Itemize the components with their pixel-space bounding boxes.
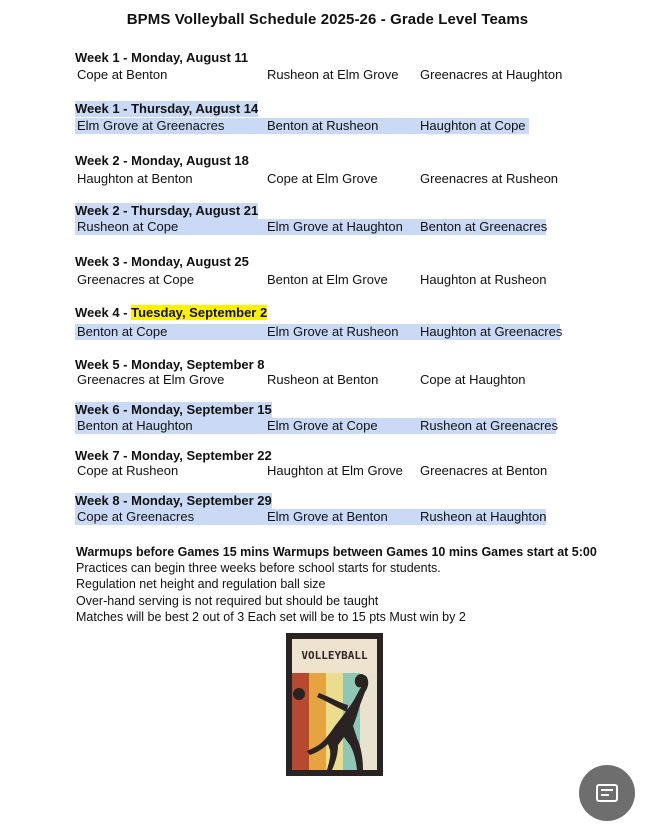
- game-cell: Rusheon at Benton: [267, 372, 379, 387]
- game-row: [75, 324, 563, 340]
- game-cell: Elm Grove at Benton: [267, 509, 388, 524]
- game-cell: Benton at Haughton: [77, 418, 193, 433]
- week-heading: Week 5 - Monday, September 8: [75, 357, 265, 372]
- game-row: [75, 272, 555, 288]
- week-heading: Week 2 - Thursday, August 21: [75, 203, 259, 218]
- game-row: [75, 171, 559, 187]
- week-heading: Week 1 - Monday, August 11: [75, 50, 249, 65]
- game-cell: Elm Grove at Cope: [267, 418, 378, 433]
- week-heading: [75, 305, 267, 321]
- week-heading: Week 2 - Monday, August 18: [75, 153, 249, 168]
- page-action-button[interactable]: [579, 765, 635, 821]
- game-cell: Cope at Elm Grove: [267, 171, 378, 186]
- volleyball-player-illustration: [286, 633, 383, 776]
- game-cell: Rusheon at Cope: [77, 219, 179, 234]
- game-row: [75, 463, 555, 479]
- serving-note: Over-hand serving is not required but should be taught: [76, 594, 379, 608]
- game-row: [75, 418, 559, 434]
- game-cell: Greenacres at Rusheon: [420, 171, 559, 186]
- game-cell: Elm Grove at Rusheon: [267, 324, 399, 339]
- game-cell: Rusheon at Greenacres: [420, 418, 559, 433]
- warmups-note: Warmups before Games 15 mins Warmups between Games 10 mins Games start at 5:00: [76, 545, 597, 559]
- poster-title: VOLLEYBALL: [301, 649, 368, 662]
- game-cell: Haughton at Elm Grove: [267, 463, 403, 478]
- game-cell: Greenacres at Benton: [420, 463, 548, 478]
- week-heading: Week 6 - Monday, September 15: [75, 402, 272, 417]
- game-row: [75, 509, 546, 525]
- game-cell: Cope at Benton: [77, 67, 168, 82]
- game-cell: Haughton at Cope: [420, 118, 526, 133]
- week-heading-prefix: Week 4 -: [75, 305, 132, 320]
- game-cell: Elm Grove at Haughton: [267, 219, 403, 234]
- game-cell: Cope at Rusheon: [77, 463, 179, 478]
- game-cell: Benton at Greenacres: [420, 219, 548, 234]
- net-note: Regulation net height and regulation ball size: [76, 577, 326, 591]
- week-heading-date-highlight: Tuesday, September 2: [131, 305, 268, 320]
- game-cell: Cope at Greenacres: [77, 509, 195, 524]
- game-cell: Greenacres at Elm Grove: [77, 372, 225, 387]
- game-cell: Benton at Elm Grove: [267, 272, 388, 287]
- game-cell: Benton at Cope: [77, 324, 168, 339]
- page-title: BPMS Volleyball Schedule 2025-26 - Grade Level Teams: [126, 11, 529, 28]
- game-cell: Greenacres at Cope: [77, 272, 195, 287]
- practices-note: Practices can begin three weeks before school starts for students.: [76, 561, 441, 575]
- game-cell: Haughton at Greenacres: [420, 324, 563, 339]
- week-heading: Week 8 - Monday, September 29: [75, 493, 272, 508]
- document-icon: [579, 765, 635, 821]
- game-cell: Rusheon at Elm Grove: [267, 67, 399, 82]
- game-row: [75, 372, 555, 388]
- game-row: [75, 219, 546, 235]
- game-cell: Cope at Haughton: [420, 372, 526, 387]
- game-cell: Benton at Rusheon: [267, 118, 379, 133]
- game-cell: Rusheon at Haughton: [420, 509, 547, 524]
- game-row: [75, 118, 529, 134]
- game-cell: Elm Grove at Greenacres: [77, 118, 225, 133]
- matches-note: Matches will be best 2 out of 3 Each set will be to 15 pts Must win by 2: [76, 610, 466, 624]
- week-heading: Week 7 - Monday, September 22: [75, 448, 272, 463]
- game-cell: Greenacres at Haughton: [420, 67, 563, 82]
- week-heading: Week 3 - Monday, August 25: [75, 254, 249, 269]
- game-row: [75, 67, 563, 83]
- volleyball-poster-image: [286, 633, 383, 776]
- game-cell: Haughton at Benton: [77, 171, 193, 186]
- game-cell: Haughton at Rusheon: [420, 272, 547, 287]
- week-heading: Week 1 - Thursday, August 14: [75, 101, 259, 116]
